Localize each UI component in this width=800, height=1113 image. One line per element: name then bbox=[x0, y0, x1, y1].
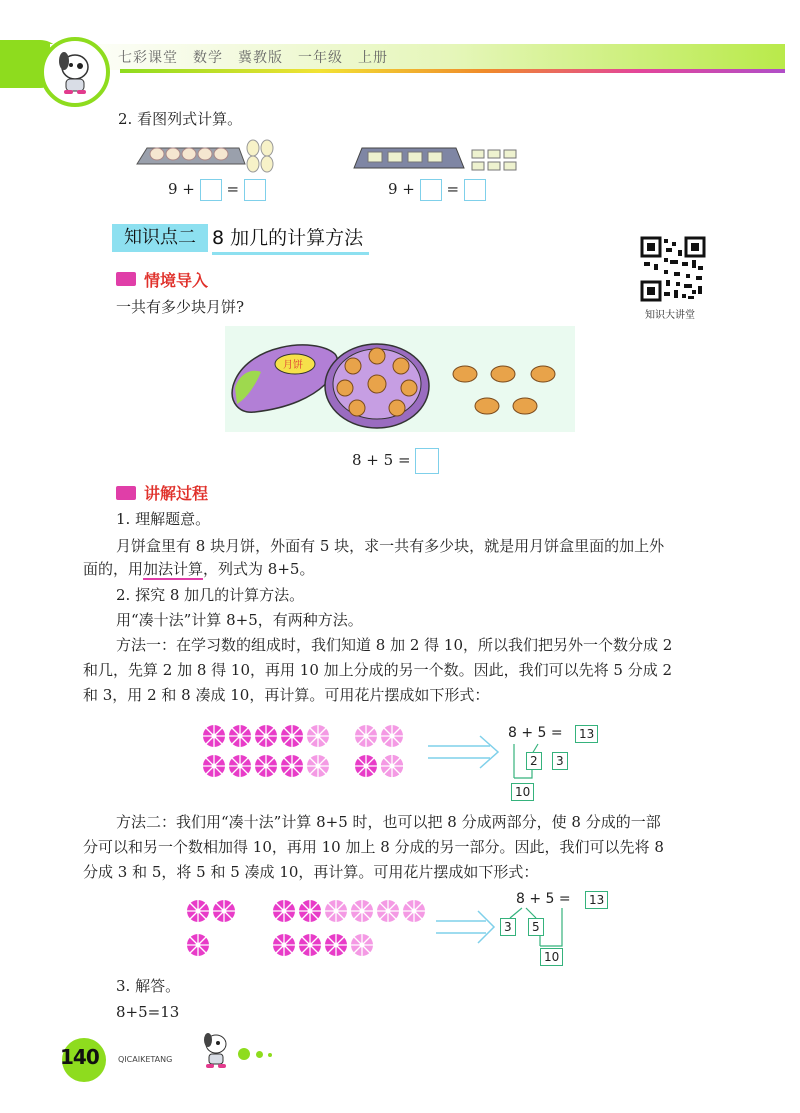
explanation-step-2: 2. 探究 8 加几的计算方法。 bbox=[116, 586, 305, 604]
eq-right-part-b: = bbox=[446, 180, 460, 198]
page-number: 140 bbox=[60, 1045, 99, 1069]
addition-keyword: 加法计算 bbox=[143, 560, 204, 578]
section-icon bbox=[116, 272, 136, 286]
header-title: 七彩课堂 数学 冀教版 一年级 上册 bbox=[118, 50, 388, 66]
exercise-2-left-equation bbox=[168, 178, 266, 201]
diagram-1-result: 13 bbox=[575, 725, 598, 743]
method-1-line-3: 和 3，用 2 和 8 凑成 10，再计算。可用花片摆成如下形式： bbox=[83, 686, 490, 704]
flower-piece bbox=[187, 934, 209, 956]
flower-piece bbox=[403, 900, 425, 922]
eq-left-part-a: 9 + bbox=[168, 180, 195, 198]
diagram-2-ten: 10 bbox=[540, 948, 563, 966]
flower-piece bbox=[307, 725, 329, 747]
answer-box-right-1[interactable] bbox=[420, 179, 442, 201]
situation-answer-box[interactable] bbox=[415, 448, 439, 474]
answer-box-right-2[interactable] bbox=[464, 179, 486, 201]
explanation-step-3: 3. 解答。 bbox=[116, 977, 181, 995]
qr-code-image[interactable] bbox=[640, 236, 706, 302]
right-arrow-icon bbox=[428, 736, 498, 768]
flower-piece bbox=[381, 725, 403, 747]
diagram-2-result: 13 bbox=[585, 891, 608, 909]
mooncake-box-label: 月饼 bbox=[283, 360, 303, 371]
method-1-line-2: 和几，先算 2 加 8 得 10，再用 10 加上分成的另一个数。因此，我们可以先将 5 分成 2 bbox=[83, 661, 673, 679]
diagram-2-split-b: 5 bbox=[528, 918, 544, 936]
flower-piece bbox=[325, 934, 347, 956]
right-arrow-icon bbox=[436, 911, 494, 943]
diagram-1-equation: 8 + 5 = bbox=[508, 725, 563, 741]
explanation-intro: 用“凑十法”计算 8+5，有两种方法。 bbox=[116, 611, 363, 629]
explanation-step-1: 1. 理解题意。 bbox=[116, 510, 211, 528]
situation-question: 一共有多少块月饼? bbox=[116, 298, 245, 316]
method-2-line-2: 分可以和另一个数相加得 10，再用 10 加上 8 分成的另一部分。因此，我们可以先将 8 bbox=[83, 838, 664, 856]
eq-right-part-a: 9 + bbox=[388, 180, 415, 198]
egg-tray-image bbox=[133, 138, 283, 174]
flower-piece bbox=[351, 900, 373, 922]
flower-piece bbox=[355, 725, 377, 747]
flower-piece bbox=[377, 900, 399, 922]
header-rainbow-line bbox=[120, 69, 785, 73]
para-1-text-a: 面的，用 bbox=[83, 560, 144, 578]
method-2-line-1: 方法二：我们用“凑十法”计算 8+5 时，也可以把 8 分成两部分，使 8 分成的一部 bbox=[116, 813, 661, 831]
diagram-1-split-a: 2 bbox=[526, 752, 542, 770]
flower-piece bbox=[273, 934, 295, 956]
answer-box-left-2[interactable] bbox=[244, 179, 266, 201]
method-2-line-3: 分成 3 和 5，将 5 和 5 凑成 10，再计算。可用花片摆成如下形式： bbox=[83, 863, 539, 881]
final-answer: 8+5=13 bbox=[116, 1003, 180, 1021]
exercise-2-label: 2. 看图列式计算。 bbox=[118, 110, 243, 128]
flower-piece bbox=[229, 755, 251, 777]
flower-piece bbox=[203, 755, 225, 777]
answer-box-left-1[interactable] bbox=[200, 179, 222, 201]
dog-mascot-footer-icon bbox=[198, 1030, 234, 1072]
flower-piece bbox=[307, 755, 329, 777]
flower-piece bbox=[281, 725, 303, 747]
knowledge-point-tag: 知识点二 bbox=[112, 224, 208, 252]
mascot-badge bbox=[40, 37, 110, 107]
situation-heading: 情境导入 bbox=[144, 271, 209, 290]
situation-equation-text: 8 + 5 = bbox=[352, 451, 411, 469]
diagram-2-equation: 8 + 5 = bbox=[516, 891, 571, 907]
situation-equation bbox=[352, 448, 439, 474]
flower-piece bbox=[299, 900, 321, 922]
qr-caption: 知识大讲堂 bbox=[645, 310, 695, 321]
footer-dot bbox=[256, 1051, 263, 1058]
dog-mascot-icon bbox=[44, 41, 106, 103]
diagram-1-split-b: 3 bbox=[552, 752, 568, 770]
footer-dot bbox=[238, 1048, 250, 1060]
footer-dot bbox=[268, 1053, 272, 1057]
explanation-para-1-line-1: 月饼盒里有 8 块月饼，外面有 5 块，求一共有多少块，就是用月饼盒里面的加上外 bbox=[116, 537, 665, 555]
explanation-para-1-line-2 bbox=[83, 558, 314, 580]
exercise-2-right-equation bbox=[388, 178, 486, 201]
flower-piece bbox=[229, 725, 251, 747]
flower-piece bbox=[255, 755, 277, 777]
flower-diagram-2 bbox=[180, 893, 500, 967]
para-1-text-c: ，列式为 8+5。 bbox=[203, 560, 315, 578]
explanation-heading: 讲解过程 bbox=[144, 484, 209, 503]
bun-tray-image bbox=[352, 142, 522, 174]
mooncake-illustration bbox=[225, 326, 575, 432]
flower-piece bbox=[355, 755, 377, 777]
flower-piece bbox=[351, 934, 373, 956]
flower-piece bbox=[381, 755, 403, 777]
flower-piece bbox=[255, 725, 277, 747]
diagram-1-ten: 10 bbox=[511, 783, 534, 801]
flower-piece bbox=[203, 725, 225, 747]
section-icon bbox=[116, 486, 136, 500]
eq-left-part-b: = bbox=[226, 180, 240, 198]
flower-piece bbox=[325, 900, 347, 922]
flower-piece bbox=[281, 755, 303, 777]
diagram-2-split-a: 3 bbox=[500, 918, 516, 936]
flower-piece bbox=[299, 934, 321, 956]
flower-piece bbox=[187, 900, 209, 922]
footer-brand: QICAIKETANG bbox=[118, 1055, 173, 1064]
flower-piece bbox=[273, 900, 295, 922]
knowledge-point-title: 8 加几的计算方法 bbox=[212, 224, 369, 255]
flower-piece bbox=[213, 900, 235, 922]
method-1-line-1: 方法一：在学习数的组成时，我们知道 8 加 2 得 10，所以我们把另外一个数分成 2 bbox=[116, 636, 673, 654]
